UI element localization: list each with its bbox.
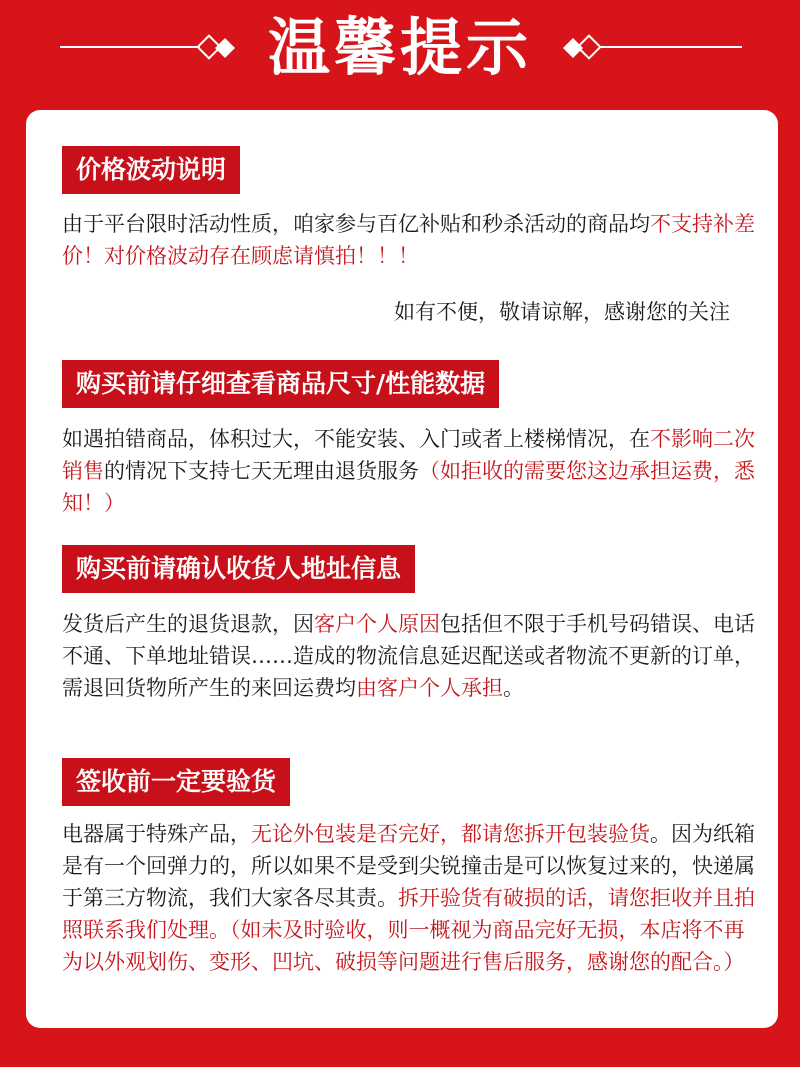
- highlight-text: 无论外包装是否完好，都请您拆开包装验货: [251, 822, 650, 846]
- header: [0, 0, 800, 110]
- highlight-text: 客户个人原因: [314, 612, 440, 636]
- section-text-inspect: [62, 818, 762, 978]
- section-heading-inspect: 签收前一定要验货: [62, 758, 290, 806]
- highlight-text: 不影响二次销售: [62, 427, 755, 483]
- highlight-text: 由客户个人承担: [356, 676, 503, 700]
- notice-card: [26, 110, 778, 1028]
- page-title: 温馨提示: [267, 11, 532, 84]
- text: 的情况下支持七天无理由退货服务: [104, 459, 419, 483]
- text: 。: [503, 676, 524, 700]
- text: 电器属于特殊产品，: [62, 822, 251, 846]
- text: 由于平台限时活动性质，咱家参与百亿补贴和秒杀活动的商品均: [62, 212, 650, 236]
- section-heading-size: 购买前请仔细查看商品尺寸/性能数据: [62, 360, 499, 408]
- text: 。因为纸箱是有一个回弹力的，所以如果不是受到尖锐撞击是可以恢复过来的，快递属于第三方物流，我们大家各尽其责。: [62, 822, 755, 910]
- section-heading-address: 购买前请确认收货人地址信息: [62, 545, 415, 593]
- section-heading-price: 价格波动说明: [62, 146, 240, 194]
- section-text-price: [62, 208, 762, 272]
- divider-right: [600, 46, 742, 48]
- section-text-address: [62, 608, 762, 704]
- text: 发货后产生的退货退款，因: [62, 612, 314, 636]
- highlight-text: 拆开验货有破损的话，请您拒收并且拍照联系我们处理。（如未及时验收，则一概视为商品完好无损，本店将不再为以外观划伤、变形、凹坑、破损等问题进行售后服务，感谢您的配合。）: [62, 886, 755, 974]
- highlight-text: 不支持补差价！对价格波动存在顾虑请慎拍！！！: [62, 212, 755, 268]
- apology-note: 如有不便，敬请谅解，感谢您的关注: [394, 300, 730, 324]
- section-text-size: [62, 423, 762, 519]
- text: 如遇拍错商品，体积过大，不能安装、入门或者上楼梯情况，在: [62, 427, 650, 451]
- text: 包括但不限于手机号码错误、电话不通、下单地址错误……造成的物流信息延迟配送或者物流不更新的订单，需退回货物所产生的来回运费均: [62, 612, 755, 700]
- highlight-text: （如拒收的需要您这边承担运费，悉知！）: [62, 459, 755, 515]
